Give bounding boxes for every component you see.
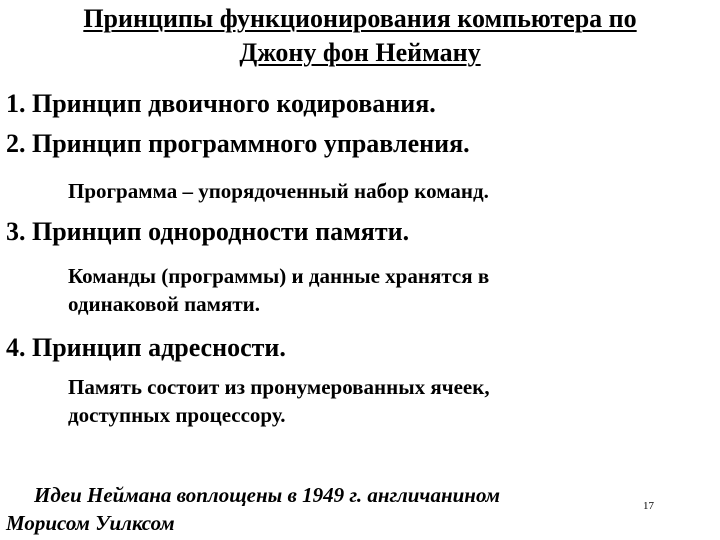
principle-2-note: Программа – упорядоченный набор команд.	[68, 179, 489, 203]
principle-2: 2. Принцип программного управления.	[6, 129, 470, 158]
page-number: 17	[643, 500, 654, 512]
principle-4-note-line-1: Память состоит из пронумерованных ячеек,	[68, 375, 490, 399]
principle-3-note-line-1: Команды (программы) и данные хранятся в	[68, 264, 490, 288]
slide-title	[0, 2, 720, 70]
principle-1: 1. Принцип двоичного кодирования.	[6, 89, 436, 118]
slide-title-line-1: Принципы функционирования компьютера по	[83, 4, 637, 33]
slide-title-line-2: Джону фон Нейману	[239, 38, 481, 67]
principle-4-note-line-2: доступных процессору.	[68, 403, 286, 427]
principle-3: 3. Принцип однородности памяти.	[6, 217, 410, 246]
footer-line-2: Морисом Уилксом	[6, 511, 175, 535]
principle-4: 4. Принцип адресности.	[6, 333, 286, 362]
principle-3-note-line-2: одинаковой памяти.	[68, 292, 260, 316]
footer-line-1: Идеи Неймана воплощены в 1949 г. англичанином	[34, 483, 501, 507]
